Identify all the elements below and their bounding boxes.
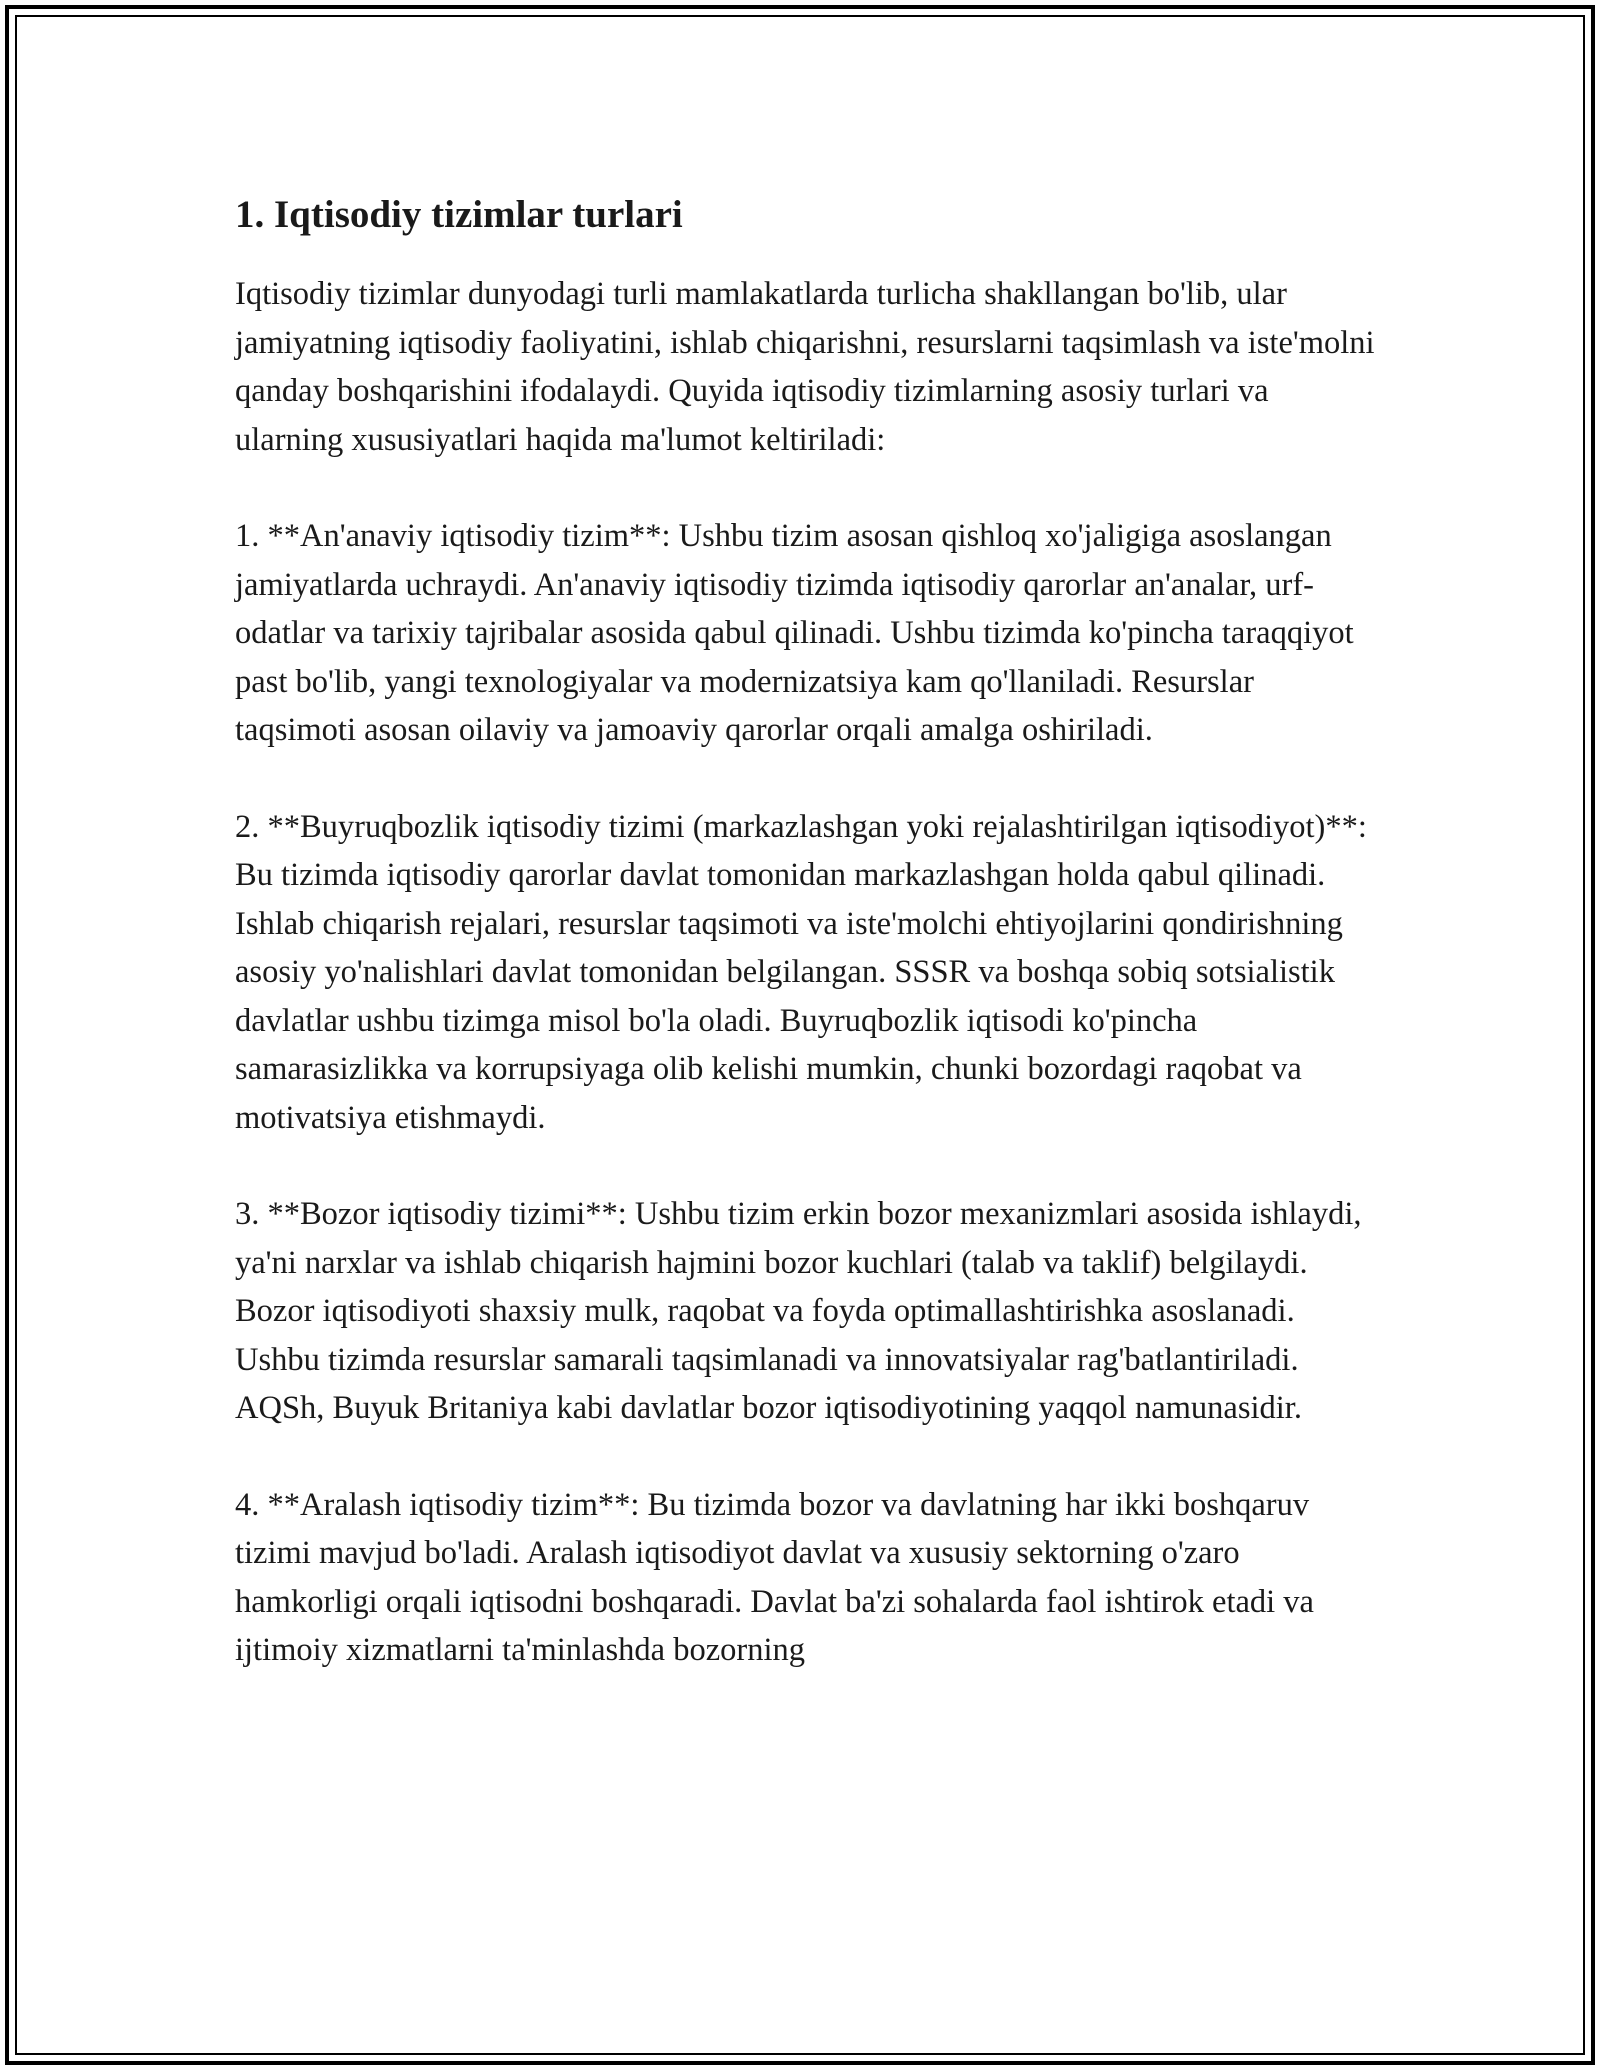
paragraph-command-economy: 2. **Buyruqbozlik iqtisodiy tizimi (markazlashgan yoki rejalashtirilgan iqtisodiyot)**: Bu tizimda iqtisodiy qarorlar davlat tomonidan markazlashgan holda qabul qilinadi. Ishlab chiqarish rejalari, resurslar taqsimoti va iste'molchi ehtiyojlarini qondirishning asosiy yo'nalishlari davlat tomonidan belgilangan. SSSR va boshqa sobiq sotsialistik davlatlar ushbu tizimga misol bo'la oladi. Buyruqbozlik iqtisodi ko'pincha samarasizlikka va korrupsiyaga olib kelishi mumkin, chunki bozordagi raqobat va motivatsiya etishmaydi.: [235, 808, 1367, 1136]
intro-paragraph: Iqtisodiy tizimlar dunyodagi turli mamlakatlarda turlicha shakllangan bo'lib, ular jamiyatning iqtisodiy faoliyatini, ishlab chiqarishni, resurslarni taqsimlash va iste'molni qanday boshqarishini ifodalaydi. Quyida iqtisodiy tizimlarning asosiy turlari va ularning xususiyatlari haqida ma'lumot keltiriladi:: [235, 276, 1375, 458]
paragraph-market-economy: 3. **Bozor iqtisodiy tizimi**: Ushbu tizim erkin bozor mexanizmlari asosida ishlaydi, ya'ni narxlar va ishlab chiqarish hajmini bozor kuchlari (talab va taklif) belgilaydi. Bozor iqtisodiyoti shaxsiy mulk, raqobat va foyda optimallashtirishka asoslanadi. Ushbu tizimda resurslar samarali taqsimlanadi va innovatsiyalar rag'batlantiriladi. AQSh, Buyuk Britaniya kabi davlatlar bozor iqtisodiyotining yaqqol namunasidir.: [235, 1196, 1362, 1426]
paragraph-traditional-economy: 1. **An'anaviy iqtisodiy tizim**: Ushbu tizim asosan qishloq xo'jaligiga asoslangan jamiyatlarda uchraydi. An'anaviy iqtisodiy tizimda iqtisodiy qarorlar an'analar, urf-odatlar va tarixiy tajribalar asosida qabul qilinadi. Ushbu tizimda ko'pincha taraqqiyot past bo'lib, yangi texnologiyalar va modernizatsiya kam qo'llaniladi. Resurslar taqsimoti asosan oilaviy va jamoaviy qarorlar orqali amalga oshiriladi.: [235, 518, 1354, 748]
section-heading: 1. Iqtisodiy tizimlar turlari: [235, 193, 683, 236]
document-body: [235, 186, 1375, 1723]
paragraph-mixed-economy: 4. **Aralash iqtisodiy tizim**: Bu tizimda bozor va davlatning har ikki boshqaruv tizimi mavjud bo'ladi. Aralash iqtisodiyot davlat va xususiy sektorning o'zaro hamkorligi orqali iqtisodni boshqaradi. Davlat ba'zi sohalarda faol ishtirok etadi va ijtimoiy xizmatlarni ta'minlashda bozorning: [235, 1486, 1314, 1668]
